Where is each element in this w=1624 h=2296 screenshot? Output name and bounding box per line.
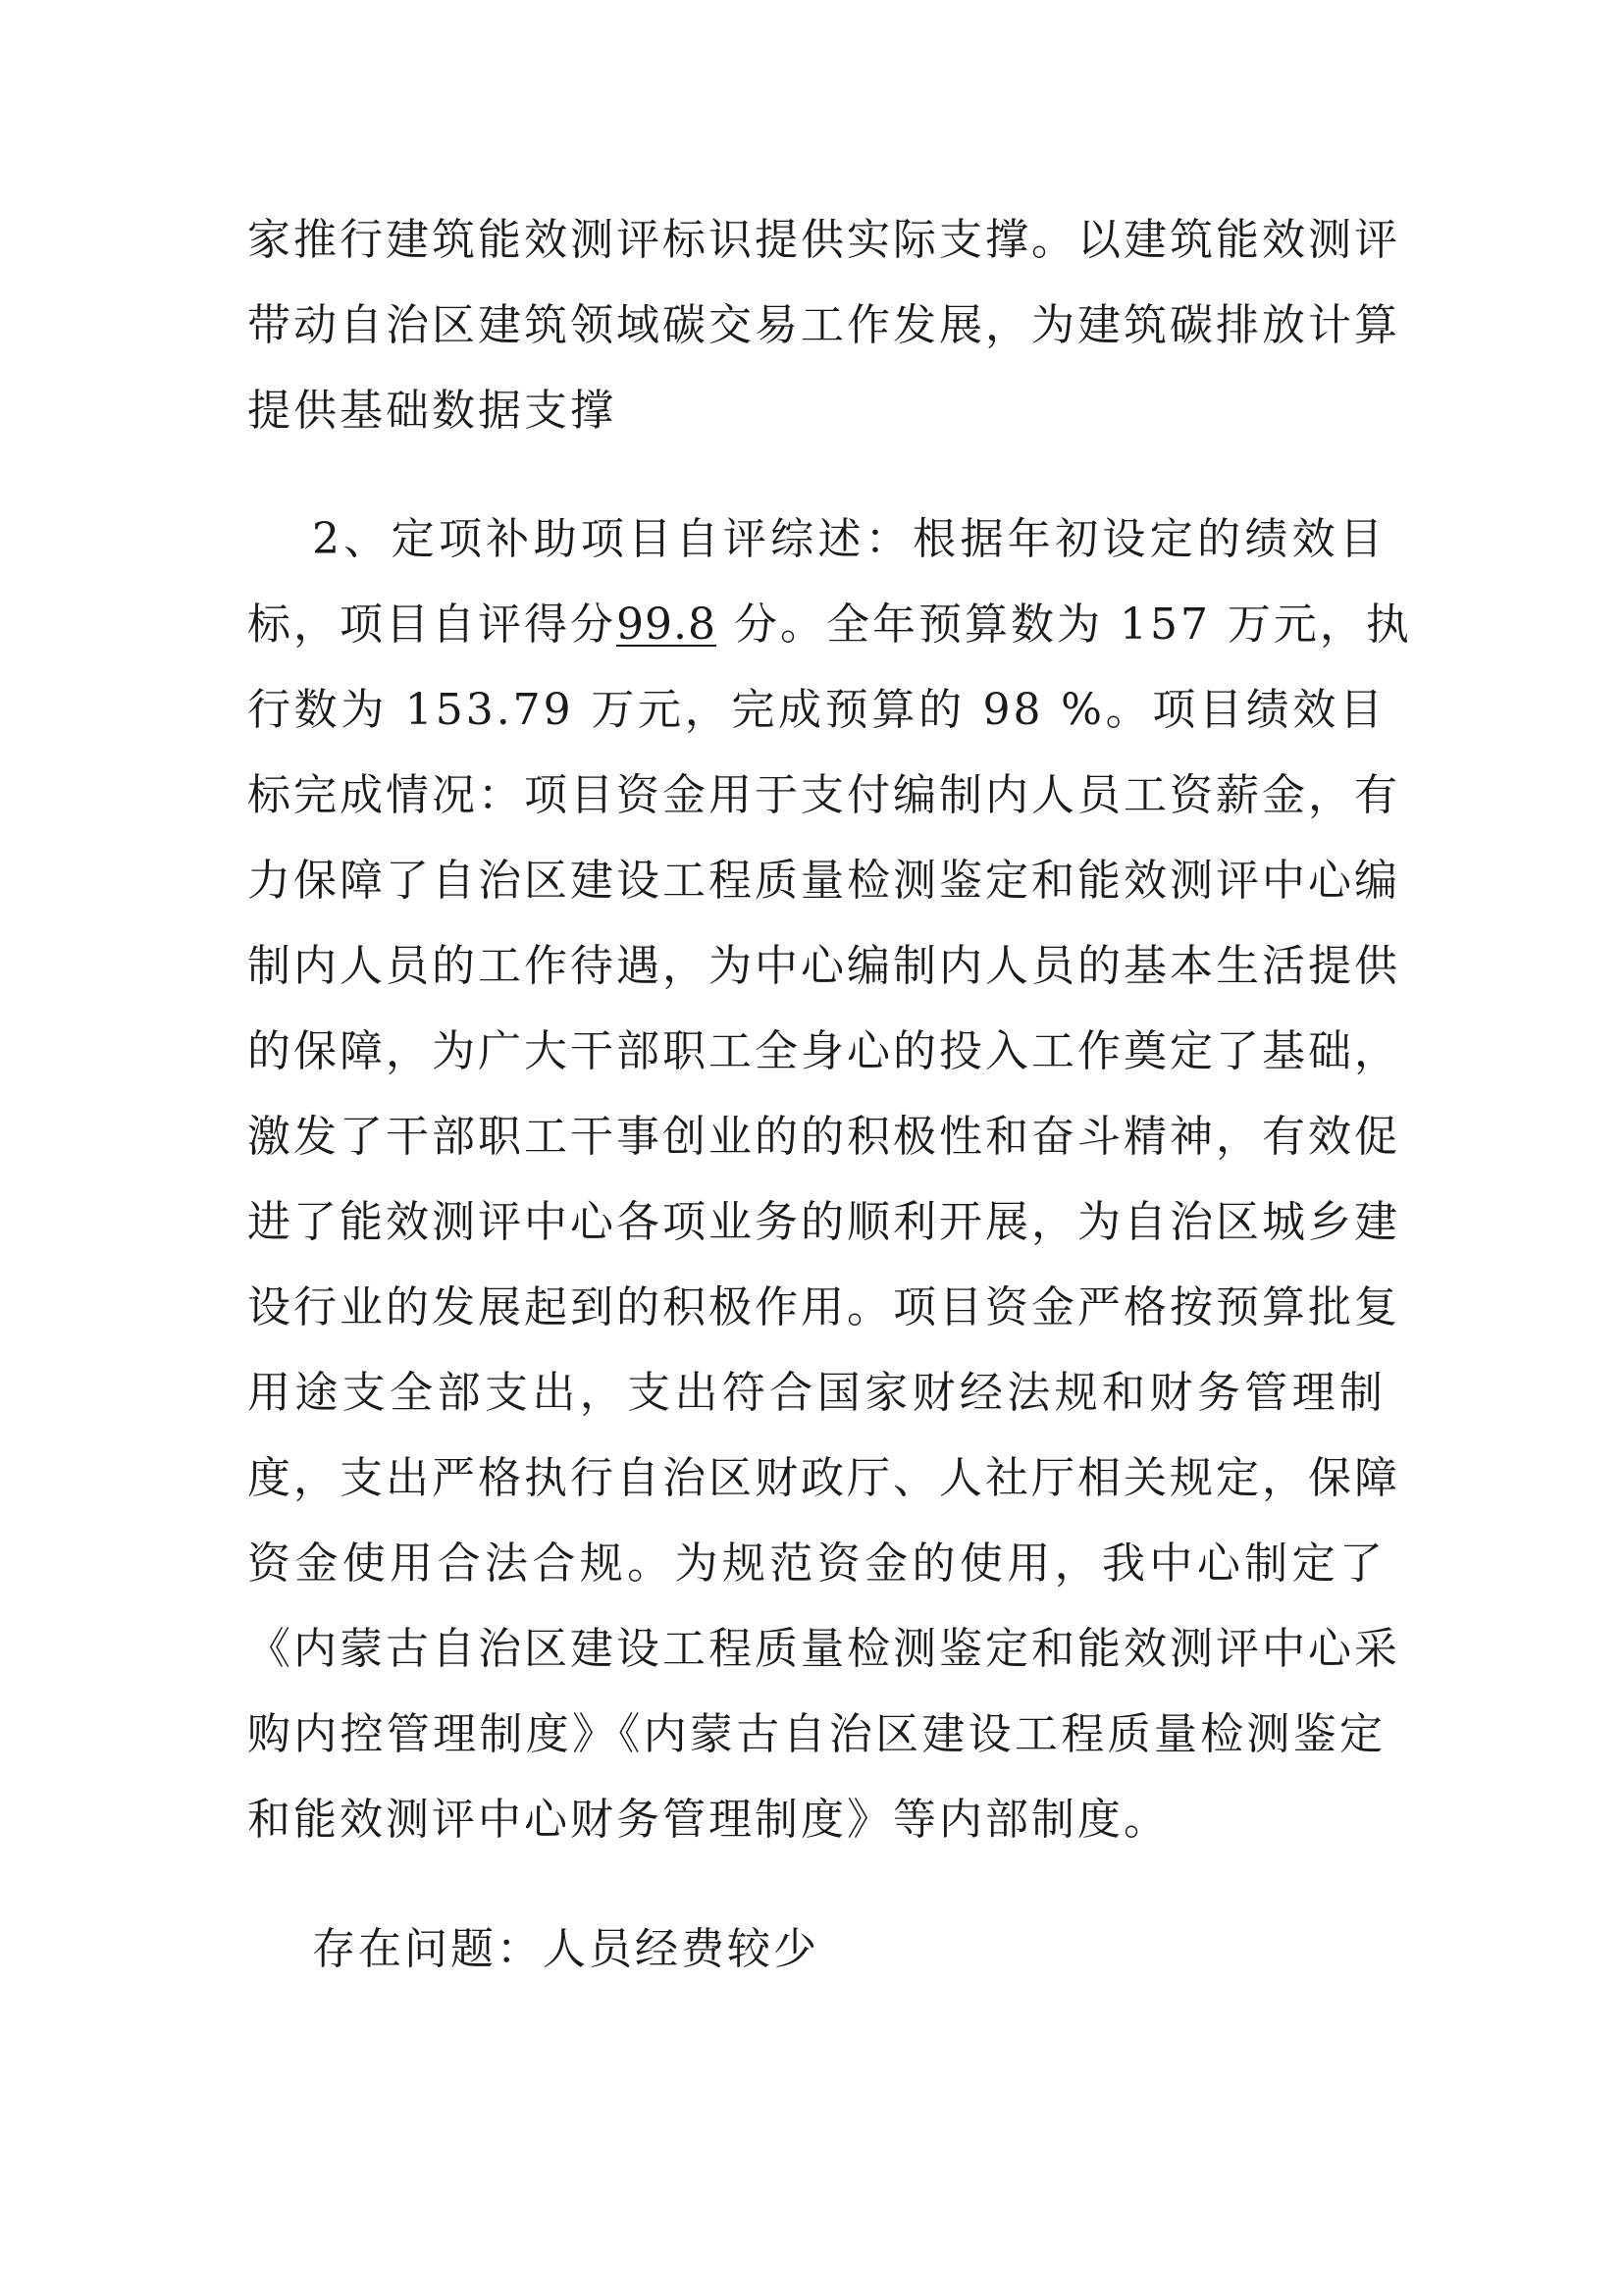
paragraph-line: 进了能效测评中心各项业务的顺利开展，为自治区城乡建 xyxy=(247,1197,1400,1247)
paragraph-line: 设行业的发展起到的积极作用。项目资金严格按预算批复 xyxy=(247,1282,1400,1332)
paragraph-line: 用途支全部支出，支出符合国家财经法规和财务管理制 xyxy=(247,1368,1386,1418)
paragraph-line: 资金使用合法合规。为规范资金的使用，我中心制定了 xyxy=(247,1539,1386,1589)
paragraph-line: 购内控管理制度》《内蒙古自治区建设工程质量检测鉴定 xyxy=(247,1709,1386,1759)
paragraph-line: 《内蒙古自治区建设工程质量检测鉴定和能效测评中心采 xyxy=(247,1624,1400,1674)
paragraph-line: 的保障，为广大干部职工全身心的投入工作奠定了基础， xyxy=(247,1026,1400,1076)
section-2-heading-line: 2、定项补助项目自评综述：根据年初设定的绩效目 xyxy=(312,514,1386,564)
budget-text: 分。全年预算数为 157 万元，执 xyxy=(733,600,1412,650)
paragraph-line: 激发了干部职工干事创业的的积极性和奋斗精神，有效促 xyxy=(247,1112,1400,1162)
paragraph-line: 标完成情况：项目资金用于支付编制内人员工资薪金，有 xyxy=(247,770,1400,820)
problems-line: 存在问题：人员经费较少 xyxy=(312,1924,819,1974)
paragraph-line: 带动自治区建筑领域碳交易工作发展，为建筑碳排放计算 xyxy=(247,300,1400,350)
paragraph-line: 度，支出严格执行自治区财政厅、人社厅相关规定，保障 xyxy=(247,1453,1400,1503)
score-value: 99.8 xyxy=(616,600,716,650)
paragraph-line: 力保障了自治区建设工程质量检测鉴定和能效测评中心编 xyxy=(247,856,1400,906)
execution-line: 行数为 153.79 万元，完成预算的 98 %。项目绩效目 xyxy=(247,685,1386,735)
paragraph-line: 和能效测评中心财务管理制度》等内部制度。 xyxy=(247,1795,1170,1845)
score-line xyxy=(247,596,1412,654)
paragraph-line: 家推行建筑能效测评标识提供实际支撑。以建筑能效测评 xyxy=(247,215,1400,265)
paragraph-line: 制内人员的工作待遇，为中心编制内人员的基本生活提供 xyxy=(247,941,1400,991)
paragraph-line: 提供基础数据支撑 xyxy=(247,386,616,436)
score-label: 标，项目自评得分 xyxy=(247,600,616,650)
